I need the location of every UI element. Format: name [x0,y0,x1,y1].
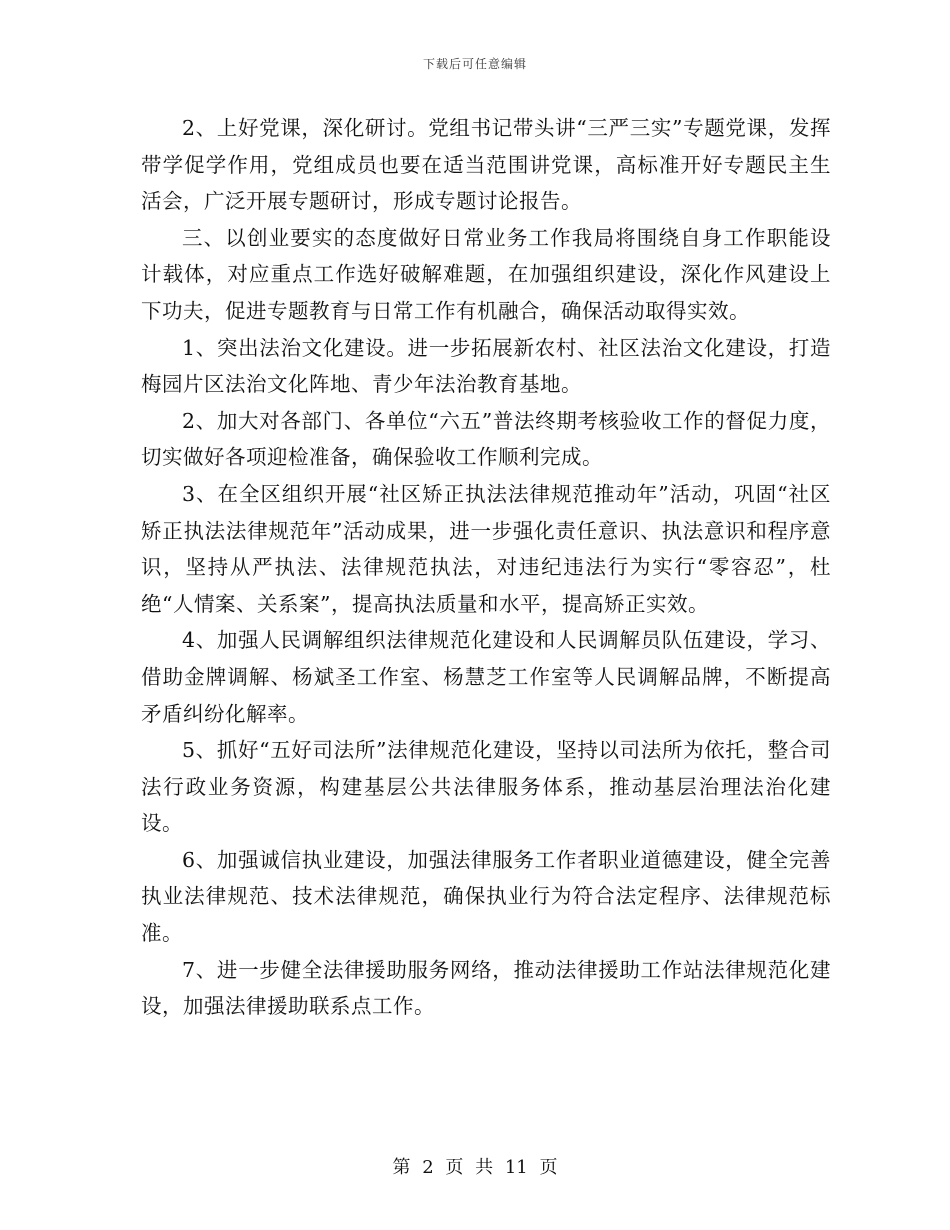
paragraph-item-5: 5、抓好“五好司法所”法律规范化建设，坚持以司法所为依托，整合司法行政业务资源，构建基层公共法律服务体系，推动基层治理法治化建设。 [141,738,831,836]
paragraph-item-2: 2、加大对各部门、各单位“六五”普法终期考核验收工作的督促力度，切实做好各项迎检准备，确保验收工作顺利完成。 [141,408,831,470]
paragraph-section-three: 三、以创业要实的态度做好日常业务工作我局将围绕自身工作职能设计载体，对应重点工作选好破解难题，在加强组织建设，深化作风建设上下功夫，促进专题教育与日常工作有机融合，确保活动取得实效。 [141,225,831,323]
paragraph-item-7: 7、进一步健全法律援助服务网络，推动法律援助工作站法律规范化建设，加强法律援助联系点工作。 [141,957,831,1019]
page-number: 第 2 页 共 11 页 [392,1157,558,1178]
paragraph-item-4: 4、加强人民调解组织法律规范化建设和人民调解员队伍建设，学习、借助金牌调解、杨斌圣工作室、杨慧芝工作室等人民调解品牌，不断提高矛盾纠纷化解率。 [141,628,831,726]
paragraph-item-6: 6、加强诚信执业建设，加强法律服务工作者职业道德建设，健全完善执业法律规范、技术法律规范，确保执业行为符合法定程序、法律规范标准。 [141,847,831,946]
document-body [141,110,831,1025]
header-note: 下载后可任意编辑 [422,57,527,71]
paragraph-item-3: 3、在全区组织开展“社区矫正执法法律规范推动年”活动，巩固“社区矫正执法法律规范年”活动成果，进一步强化责任意识、执法意识和程序意识，坚持从严执法、法律规范执法，对违纪违法行为实行“零容忍”，杜绝“人情案、关系案”，提高执法质量和水平，提高矫正实效。 [141,481,831,616]
paragraph-party-lecture: 2、上好党课，深化研讨。党组书记带头讲“三严三实”专题党课，发挥带学促学作用，党组成员也要在适当范围讲党课，高标准开好专题民主生活会，广泛开展专题研讨，形成专题讨论报告。 [141,116,831,214]
paragraph-item-1: 1、突出法治文化建设。进一步拓展新农村、社区法治文化建设，打造梅园片区法治文化阵地、青少年法治教育基地。 [141,335,831,397]
